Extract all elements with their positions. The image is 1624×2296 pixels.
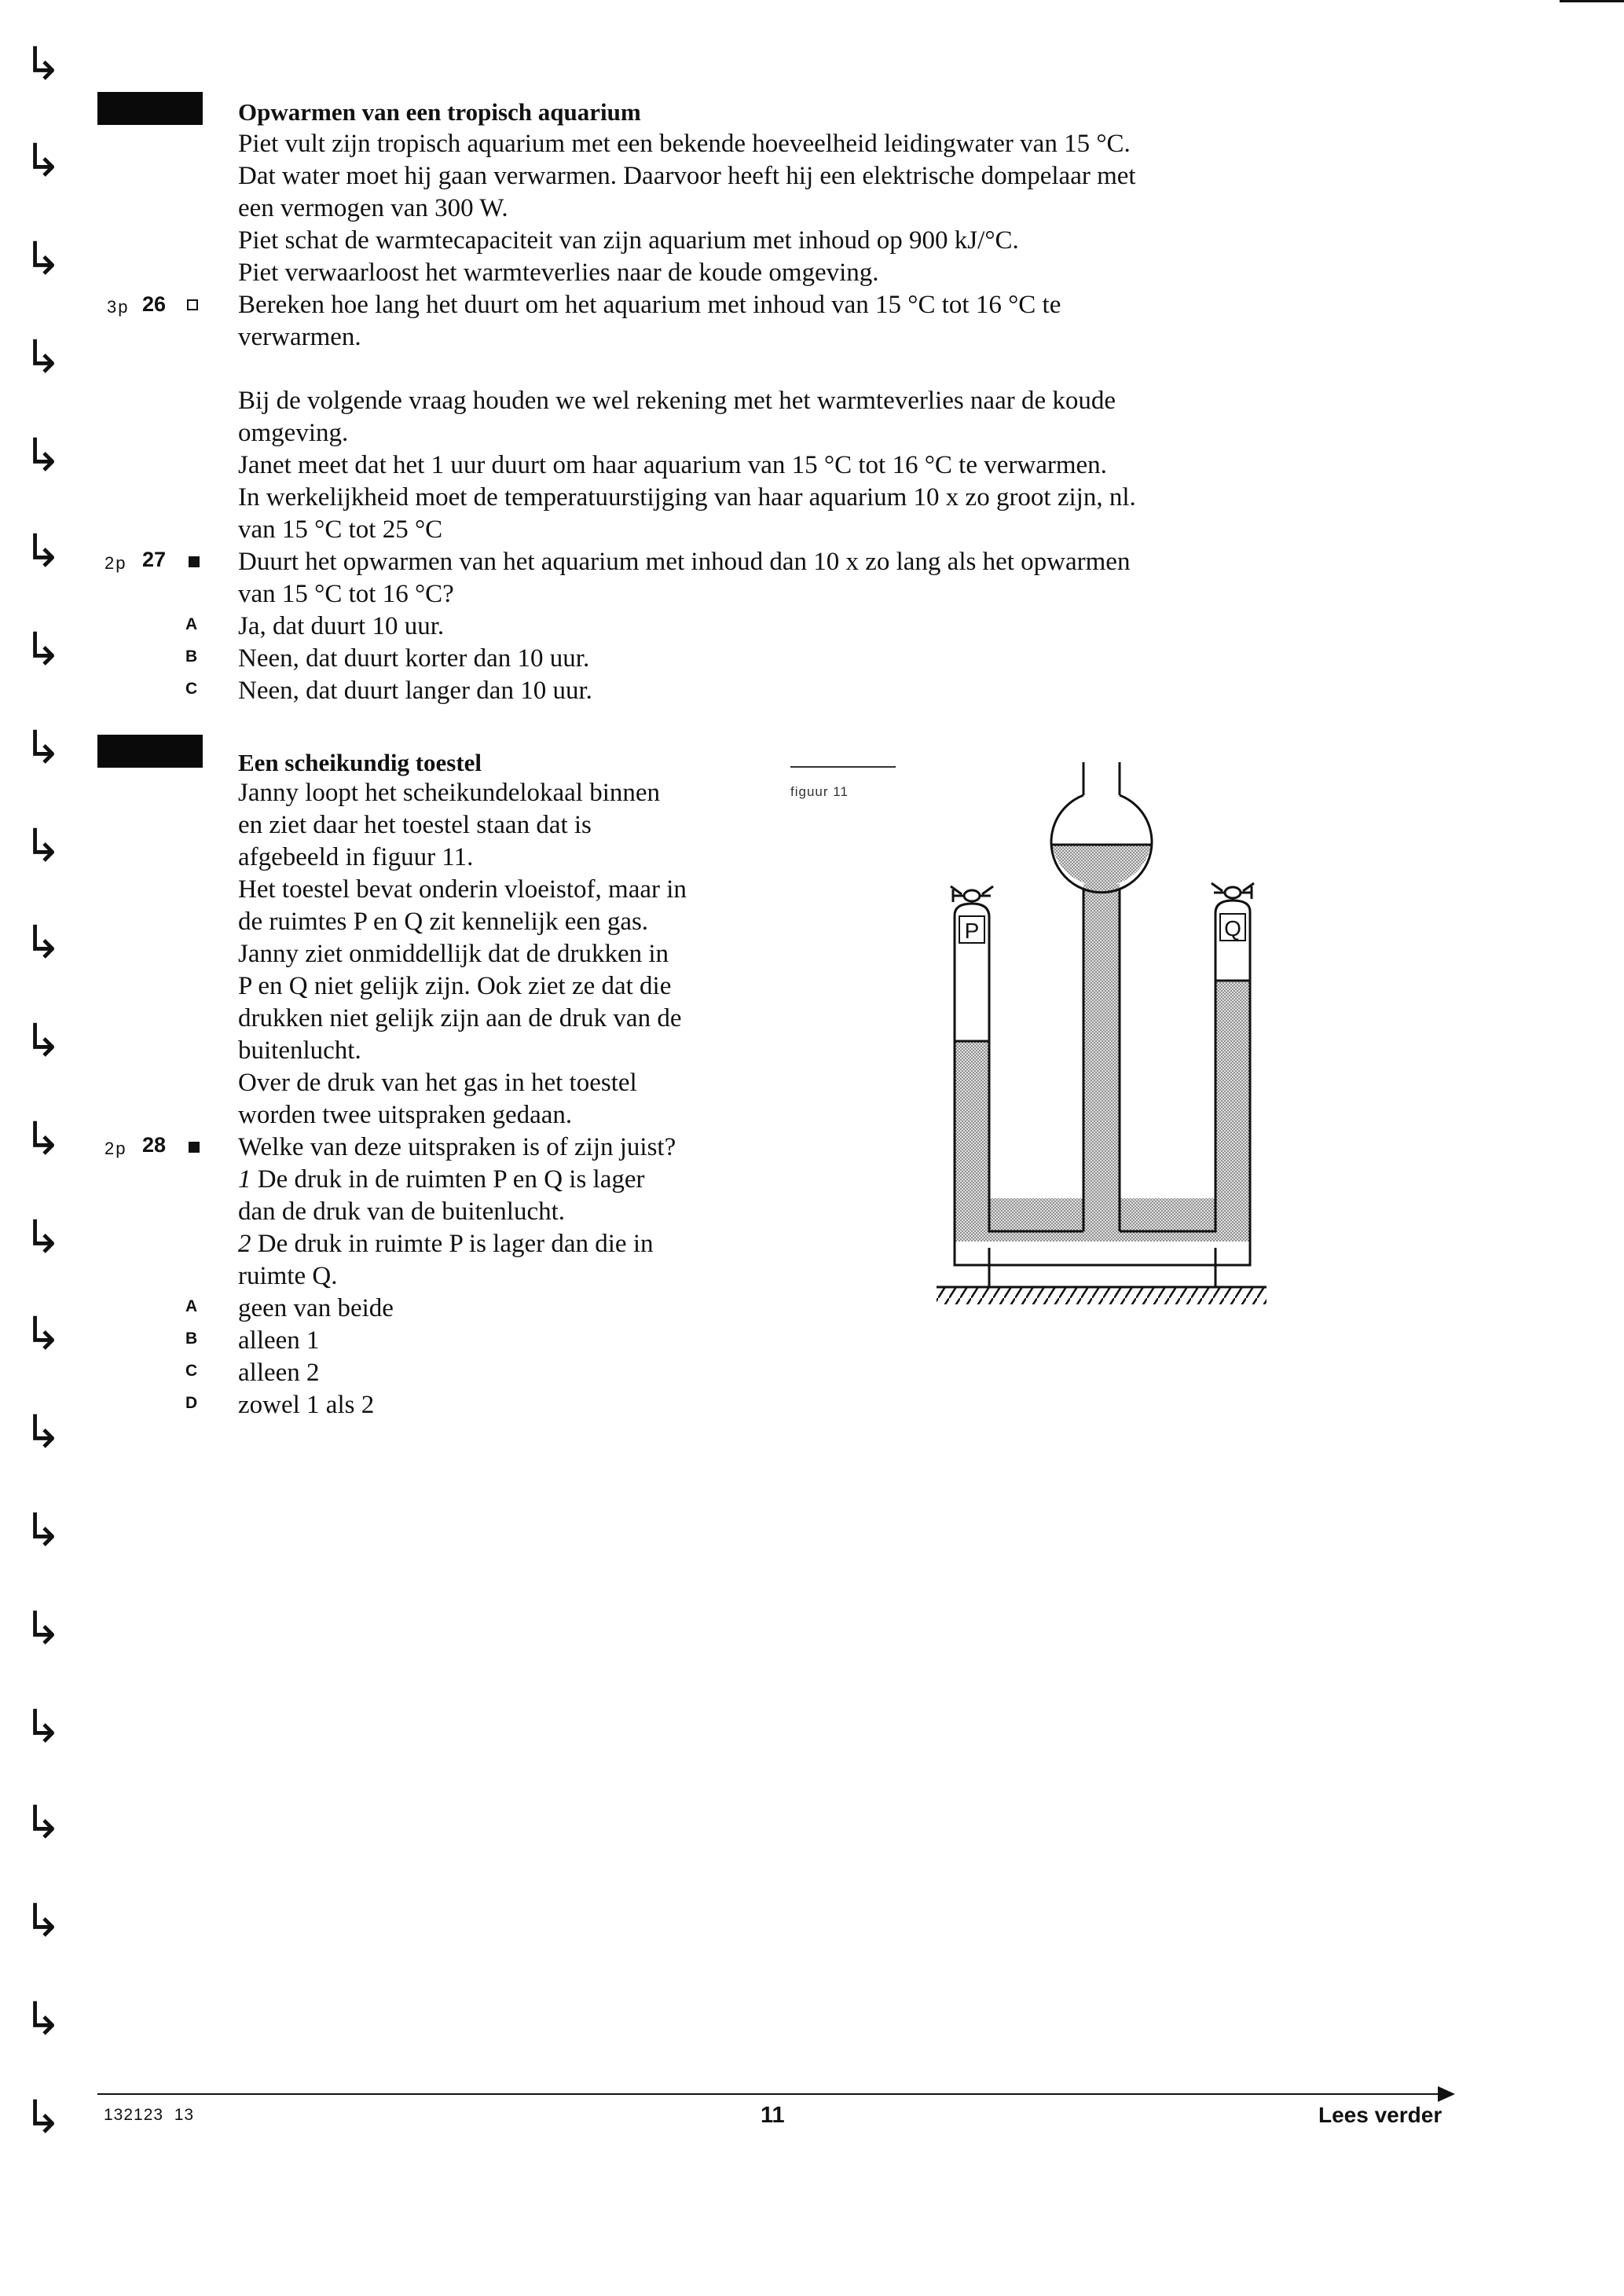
footer-rule — [97, 2093, 1444, 2095]
text-line: een vermogen van 300 W. — [238, 194, 508, 222]
text-line: Janny ziet onmiddellijk dat de drukken in — [238, 940, 669, 968]
binder-hole-icon: ↳ — [24, 1503, 62, 1557]
statement-text: dan de druk van de buitenlucht. — [238, 1198, 566, 1226]
section-marker — [97, 92, 203, 125]
question-score: 2p — [104, 553, 127, 573]
statement-text: De druk in de ruimten P en Q is lager — [257, 1165, 645, 1194]
question-number: 28 — [142, 1133, 167, 1157]
apparatus-figure — [927, 762, 1281, 1312]
option-text: Ja, dat duurt 10 uur. — [238, 612, 445, 640]
ground-hatching — [937, 1287, 1267, 1304]
option-letter: B — [185, 1330, 198, 1348]
apparatus-feet — [989, 1248, 1215, 1287]
text-line: omgeving. — [238, 419, 349, 447]
question-text: Bereken hoe lang het duurt om het aquarium met inhoud van 15 °C tot 16 °C te — [238, 291, 1061, 319]
text-line: Dat water moet hij gaan verwarmen. Daarvoor heeft hij een elektrische dompelaar met — [238, 162, 1136, 190]
statement-number: 2 — [238, 1230, 251, 1258]
liquid — [955, 845, 1250, 1242]
option-text: geen van beide — [238, 1294, 394, 1322]
option-letter: A — [185, 1297, 198, 1315]
question-text: verwarmen. — [238, 323, 361, 351]
option-text: alleen 1 — [238, 1326, 320, 1355]
figure-caption: figuur 11 — [790, 784, 849, 799]
text-line: Piet schat de warmtecapaciteit van zijn aquarium met inhoud op 900 kJ/°C. — [238, 226, 1019, 255]
question-text: van 15 °C tot 16 °C? — [238, 580, 454, 608]
binder-hole-icon: ↳ — [24, 2090, 62, 2144]
text-line: P en Q niet gelijk zijn. Ook ziet ze dat die — [238, 972, 672, 1000]
arrow-right-icon — [1438, 2086, 1457, 2102]
option-letter: A — [185, 615, 198, 633]
option-text: alleen 2 — [238, 1359, 320, 1387]
binder-hole-icon: ↳ — [24, 524, 62, 578]
statement-text: ruimte Q. — [238, 1262, 338, 1290]
text-line: drukken niet gelijk zijn aan de druk van de — [238, 1004, 682, 1032]
section-title: Een scheikundig toestel — [238, 749, 482, 776]
text-line: de ruimtes P en Q zit kennelijk een gas. — [238, 908, 649, 936]
section-title: Opwarmen van een tropisch aquarium — [238, 98, 641, 126]
binder-hole-icon: ↳ — [24, 915, 62, 969]
text-line: Het toestel bevat onderin vloeistof, maar in — [238, 875, 687, 904]
binder-hole-icon: ↳ — [24, 134, 62, 187]
option-text: zowel 1 als 2 — [238, 1391, 375, 1419]
statement-number: 1 — [238, 1165, 251, 1194]
lees-verder-label: Lees verder — [1318, 2103, 1443, 2127]
question-text: Welke van deze uitspraken is of zijn juist? — [238, 1133, 676, 1161]
text-line: buitenlucht. — [238, 1036, 361, 1065]
text-line: afgebeeld in figuur 11. — [238, 843, 474, 871]
text-line: Janny loopt het scheikundelokaal binnen — [238, 779, 661, 807]
label-p: P — [964, 919, 980, 943]
binder-hole-icon: ↳ — [24, 1210, 62, 1264]
binder-hole-icon: ↳ — [24, 1894, 62, 1947]
exam-code: 132123 13 — [104, 2106, 195, 2124]
option-letter: D — [185, 1394, 198, 1412]
text-line: In werkelijkheid moet de temperatuurstijging van haar aquarium 10 x zo groot zijn, nl. — [238, 483, 1136, 512]
binder-hole-icon: ↳ — [24, 1601, 62, 1655]
text-line: Piet verwaarloost het warmteverlies naar de koude omgeving. — [238, 259, 879, 287]
binder-hole-icon: ↳ — [24, 1795, 62, 1849]
open-question-icon — [187, 299, 198, 310]
text-line: en ziet daar het toestel staan dat is — [238, 811, 592, 839]
valve-q-icon — [1212, 883, 1254, 900]
statement-1 — [238, 1164, 645, 1196]
label-q: Q — [1224, 916, 1241, 941]
option-text: Neen, dat duurt korter dan 10 uur. — [238, 644, 590, 673]
multiple-choice-icon — [189, 556, 200, 567]
binder-hole-icon: ↳ — [24, 428, 62, 482]
binder-hole-icon: ↳ — [24, 330, 62, 383]
text-line: Janet meet dat het 1 uur duurt om haar aquarium van 15 °C tot 16 °C te verwarmen. — [238, 451, 1107, 479]
question-score: 2p — [104, 1139, 127, 1158]
binder-hole-icon: ↳ — [24, 1700, 62, 1753]
valve-p-icon — [951, 886, 993, 904]
option-letter: B — [185, 647, 198, 666]
question-number: 27 — [142, 548, 167, 571]
question-score: 3p — [107, 297, 130, 317]
section-marker — [97, 735, 203, 768]
binder-hole-icon: ↳ — [24, 1307, 62, 1360]
text-line: van 15 °C tot 25 °C — [238, 515, 443, 544]
binder-hole-icon: ↳ — [24, 1112, 62, 1165]
binder-hole-icon: ↳ — [24, 1405, 62, 1458]
caption-rule — [790, 766, 896, 768]
option-text: Neen, dat duurt langer dan 10 uur. — [238, 677, 592, 705]
option-letter: C — [185, 1362, 198, 1380]
statement-text: De druk in ruimte P is lager dan die in — [257, 1230, 654, 1258]
corner-mark — [1560, 0, 1624, 2]
binder-hole-icon: ↳ — [24, 1992, 62, 2045]
option-letter: C — [185, 680, 198, 698]
binder-hole-icon: ↳ — [24, 819, 62, 872]
text-line: Over de druk van het gas in het toestel — [238, 1069, 637, 1097]
binder-hole-icon: ↳ — [24, 232, 62, 285]
text-line: worden twee uitspraken gedaan. — [238, 1101, 573, 1129]
question-text: Duurt het opwarmen van het aquarium met inhoud dan 10 x zo lang als het opwarmen — [238, 548, 1131, 576]
question-number: 26 — [142, 292, 167, 316]
text-line: Bij de volgende vraag houden we wel rekening met het warmteverlies naar de koude — [238, 387, 1116, 415]
binder-hole-icon: ↳ — [24, 37, 62, 90]
page-number: 11 — [761, 2103, 785, 2128]
binder-hole-icon: ↳ — [24, 1014, 62, 1067]
multiple-choice-icon — [189, 1142, 200, 1153]
binder-hole-icon: ↳ — [24, 622, 62, 676]
statement-2 — [238, 1228, 654, 1260]
binder-hole-icon: ↳ — [24, 721, 62, 774]
text-line: Piet vult zijn tropisch aquarium met een bekende hoeveelheid leidingwater van 15 °C. — [238, 130, 1131, 158]
